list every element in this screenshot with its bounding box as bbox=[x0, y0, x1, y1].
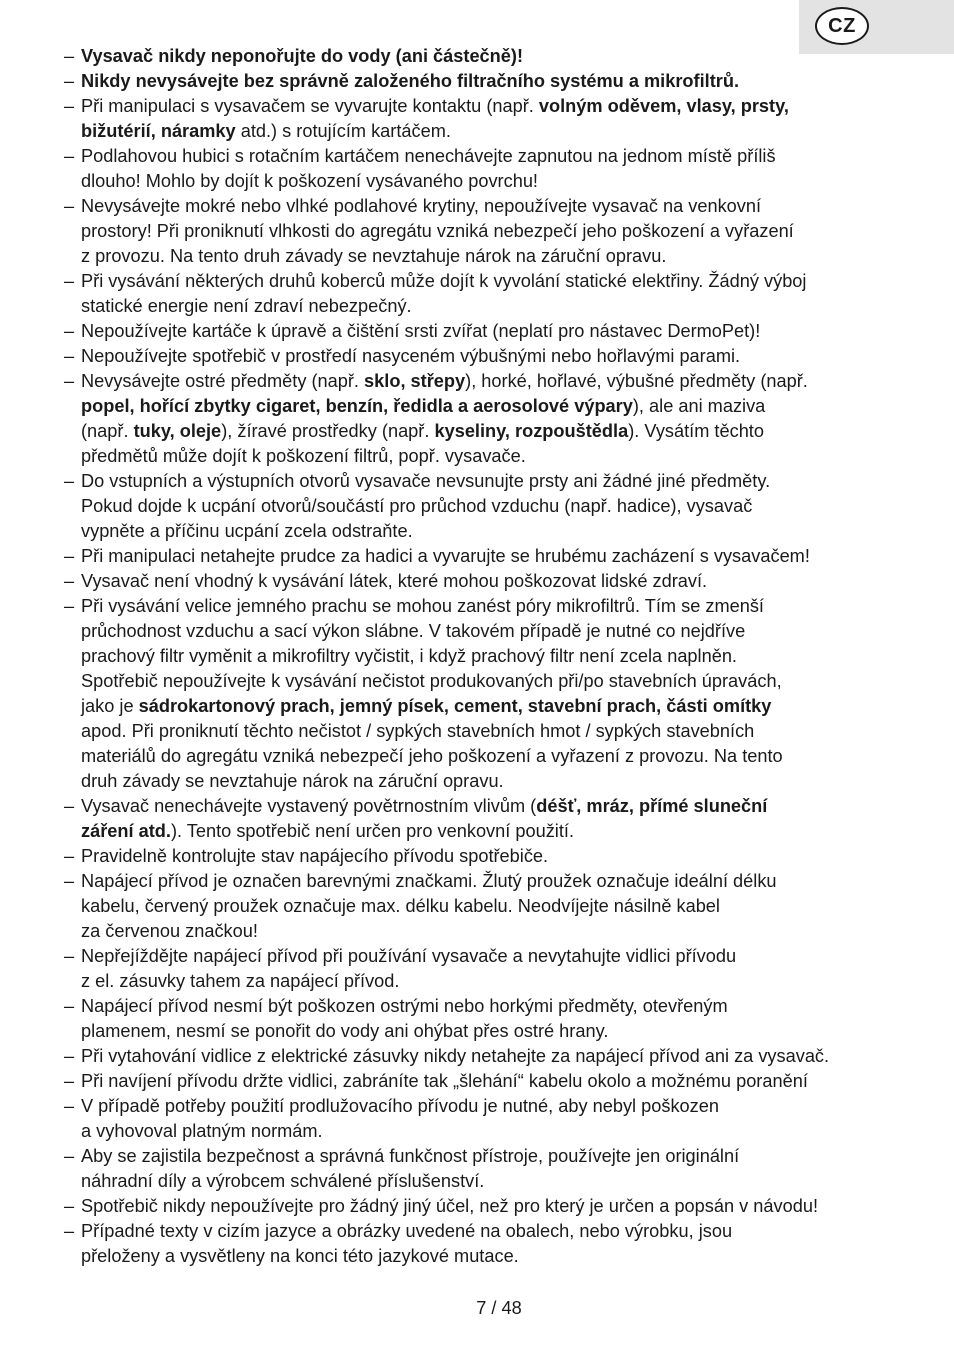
list-item bbox=[64, 269, 914, 319]
item-text: Při manipulaci s vysavačem se vyvarujte kontaktu (např. bbox=[81, 96, 539, 116]
list-item bbox=[64, 319, 914, 344]
item-text: Podlahovou hubici s rotačním kartáčem nenechávejte zapnutou na jednom místě příliš bbox=[81, 146, 776, 166]
emphasis-text: sádrokartonový prach, jemný písek, cement, stavební prach, části omítky bbox=[138, 696, 772, 716]
item-text: za červenou značkou! bbox=[81, 921, 258, 941]
emphasis-text: kyseliny, rozpouštědla bbox=[434, 421, 629, 441]
item-text: ), žíravé prostředky (např. bbox=[221, 421, 435, 441]
list-item bbox=[64, 469, 914, 544]
list-dash: – bbox=[64, 1196, 75, 1216]
item-text: a vyhovoval platným normám. bbox=[81, 1121, 323, 1141]
list-item bbox=[64, 1219, 914, 1269]
emphasis-text: déšť, mráz, přímé sluneční bbox=[536, 796, 768, 816]
emphasis-text: sklo, střepy bbox=[364, 371, 466, 391]
emphasis-text: popel, hořící zbytky cigaret, benzín, ředidla a aerosolové výpary bbox=[81, 396, 633, 416]
list-dash: – bbox=[64, 1096, 75, 1116]
list-dash: – bbox=[64, 46, 75, 66]
emphasis-text: bižutérií, náramky bbox=[81, 121, 236, 141]
item-text: z el. zásuvky tahem za napájecí přívod. bbox=[81, 971, 400, 991]
item-text: statické energie není zdraví nebezpečný. bbox=[81, 296, 412, 316]
item-text: Spotřebič nepoužívejte k vysávání nečistot produkovaných při/po stavebních úpravách, bbox=[81, 671, 782, 691]
list-dash: – bbox=[64, 1046, 75, 1066]
emphasis-text: tuky, oleje bbox=[133, 421, 222, 441]
list-item bbox=[64, 1094, 914, 1144]
item-text: Spotřebič nikdy nepoužívejte pro žádný jiný účel, než pro který je určen a popsán v návodu! bbox=[81, 1196, 819, 1216]
safety-instructions-list bbox=[64, 44, 914, 1269]
list-dash: – bbox=[64, 71, 75, 91]
item-text: prachový filtr vyměnit a mikrofiltry vyčistit, i když prachový filtr není zcela naplněn. bbox=[81, 646, 737, 666]
list-dash: – bbox=[64, 271, 75, 291]
item-text: předmětů může dojít k poškození filtrů, popř. vysavače. bbox=[81, 446, 526, 466]
list-dash: – bbox=[64, 471, 75, 491]
item-text: Nepoužívejte spotřebič v prostředí nasyceném výbušnými nebo hořlavými parami. bbox=[81, 346, 741, 366]
page-number: 7 / 48 bbox=[476, 1298, 522, 1318]
item-text: přeloženy a vysvětleny na konci této jazykové mutace. bbox=[81, 1246, 519, 1266]
list-item bbox=[64, 794, 914, 844]
language-badge: CZ bbox=[815, 7, 869, 45]
item-text: Vysavač není vhodný k vysávání látek, které mohou poškozovat lidské zdraví. bbox=[81, 571, 708, 591]
list-item bbox=[64, 1144, 914, 1194]
list-dash: – bbox=[64, 1221, 75, 1241]
item-text: Nepoužívejte kartáče k úpravě a čištění srsti zvířat (neplatí pro nástavec DermoPet)! bbox=[81, 321, 761, 341]
item-text: prostory! Při proniknutí vlhkosti do agregátu vzniká nebezpečí jeho poškození a vyřazení bbox=[81, 221, 794, 241]
list-item bbox=[64, 544, 914, 569]
item-text: náhradní díly a výrobcem schválené příslušenství. bbox=[81, 1171, 485, 1191]
list-item bbox=[64, 869, 914, 944]
item-text: Nevysávejte mokré nebo vlhké podlahové krytiny, nepoužívejte vysavač na venkovní bbox=[81, 196, 762, 216]
list-item bbox=[64, 144, 914, 194]
list-dash: – bbox=[64, 371, 75, 391]
list-dash: – bbox=[64, 196, 75, 216]
item-text: Nevysávejte ostré předměty (např. bbox=[81, 371, 365, 391]
list-item bbox=[64, 1044, 914, 1069]
item-text: ). Tento spotřebič není určen pro venkovní použití. bbox=[170, 821, 575, 841]
emphasis-text: záření atd. bbox=[81, 821, 171, 841]
list-dash: – bbox=[64, 1146, 75, 1166]
item-text: Pravidelně kontrolujte stav napájecího přívodu spotřebiče. bbox=[81, 846, 549, 866]
list-item bbox=[64, 369, 914, 469]
emphasis-text: Vysavač nikdy neponořujte do vody (ani částečně)! bbox=[81, 46, 524, 66]
list-dash: – bbox=[64, 871, 75, 891]
list-item bbox=[64, 194, 914, 269]
list-item bbox=[64, 844, 914, 869]
list-dash: – bbox=[64, 321, 75, 341]
list-item bbox=[64, 94, 914, 144]
item-text: Vysavač nenechávejte vystavený povětrnostním vlivům ( bbox=[81, 796, 537, 816]
item-text: ), ale ani maziva bbox=[632, 396, 766, 416]
item-text: jako je bbox=[81, 696, 139, 716]
item-text: materiálů do agregátu vzniká nebezpečí jeho poškození a vyřazení z provozu. Na tento bbox=[81, 746, 783, 766]
item-text: vypněte a příčinu ucpání zcela odstraňte. bbox=[81, 521, 413, 541]
list-item bbox=[64, 1194, 914, 1219]
list-item bbox=[64, 569, 914, 594]
list-dash: – bbox=[64, 946, 75, 966]
item-text: kabelu, červený proužek označuje max. délku kabelu. Neodvíjejte násilně kabel bbox=[81, 896, 720, 916]
list-dash: – bbox=[64, 96, 75, 116]
list-item bbox=[64, 44, 914, 69]
list-item bbox=[64, 944, 914, 994]
item-text: Napájecí přívod je označen barevnými značkami. Žlutý proužek označuje ideální délku bbox=[81, 871, 777, 891]
list-dash: – bbox=[64, 596, 75, 616]
item-text: (např. bbox=[81, 421, 134, 441]
item-text: Při vysávání velice jemného prachu se mohou zanést póry mikrofiltrů. Tím se zmenší bbox=[81, 596, 764, 616]
list-item bbox=[64, 1069, 914, 1094]
list-dash: – bbox=[64, 996, 75, 1016]
item-text: Případné texty v cizím jazyce a obrázky uvedené na obalech, nebo výrobku, jsou bbox=[81, 1221, 733, 1241]
list-dash: – bbox=[64, 796, 75, 816]
item-text: průchodnost vzduchu a sací výkon slábne. V takovém případě je nutné co nejdříve bbox=[81, 621, 746, 641]
item-text: Do vstupních a výstupních otvorů vysavače nevsunujte prsty ani žádné jiné předměty. bbox=[81, 471, 771, 491]
item-text: Při vytahování vidlice z elektrické zásuvky nikdy netahejte za napájecí přívod ani za vysavač. bbox=[81, 1046, 830, 1066]
item-text: dlouho! Mohlo by dojít k poškození vysávaného povrchu! bbox=[81, 171, 538, 191]
item-text: Nepřejíždějte napájecí přívod při používání vysavače a nevytahujte vidlici přívodu bbox=[81, 946, 737, 966]
list-item bbox=[64, 69, 914, 94]
list-item bbox=[64, 594, 914, 794]
item-text: ). Vysátím těchto bbox=[628, 421, 764, 441]
item-text: plamenem, nesmí se ponořit do vody ani ohýbat přes ostré hrany. bbox=[81, 1021, 609, 1041]
list-item bbox=[64, 344, 914, 369]
list-dash: – bbox=[64, 846, 75, 866]
list-dash: – bbox=[64, 546, 75, 566]
item-text: Při navíjení přívodu držte vidlici, zabráníte tak „šlehání“ kabelu okolo a možnému poranění bbox=[81, 1071, 808, 1091]
item-text: Při vysávání některých druhů koberců může dojít k vyvolání statické elektřiny. Žádný výboj bbox=[81, 271, 807, 291]
list-dash: – bbox=[64, 146, 75, 166]
item-text: Pokud dojde k ucpání otvorů/součástí pro průchod vzduchu (např. hadice), vysavač bbox=[81, 496, 753, 516]
item-text: ), horké, hořlavé, výbušné předměty (např. bbox=[465, 371, 808, 391]
item-text: z provozu. Na tento druh závady se nevztahuje nárok na záruční opravu. bbox=[81, 246, 667, 266]
list-item bbox=[64, 994, 914, 1044]
item-text: atd.) s rotujícím kartáčem. bbox=[235, 121, 451, 141]
list-dash: – bbox=[64, 1071, 75, 1091]
list-dash: – bbox=[64, 346, 75, 366]
item-text: Napájecí přívod nesmí být poškozen ostrými nebo horkými předměty, otevřeným bbox=[81, 996, 728, 1016]
item-text: Při manipulaci netahejte prudce za hadici a vyvarujte se hrubému zacházení s vysavačem! bbox=[81, 546, 810, 566]
item-text: V případě potřeby použití prodlužovacího přívodu je nutné, aby nebyl poškozen bbox=[81, 1096, 719, 1116]
list-dash: – bbox=[64, 571, 75, 591]
item-text: Aby se zajistila bezpečnost a správná funkčnost přístroje, používejte jen originální bbox=[81, 1146, 740, 1166]
emphasis-text: Nikdy nevysávejte bez správně založeného filtračního systému a mikrofiltrů. bbox=[81, 71, 740, 91]
item-text: apod. Při proniknutí těchto nečistot / sypkých stavebních hmot / sypkých stavebních bbox=[81, 721, 755, 741]
emphasis-text: volným oděvem, vlasy, prsty, bbox=[538, 96, 789, 116]
item-text: druh závady se nevztahuje nárok na záruční opravu. bbox=[81, 771, 504, 791]
